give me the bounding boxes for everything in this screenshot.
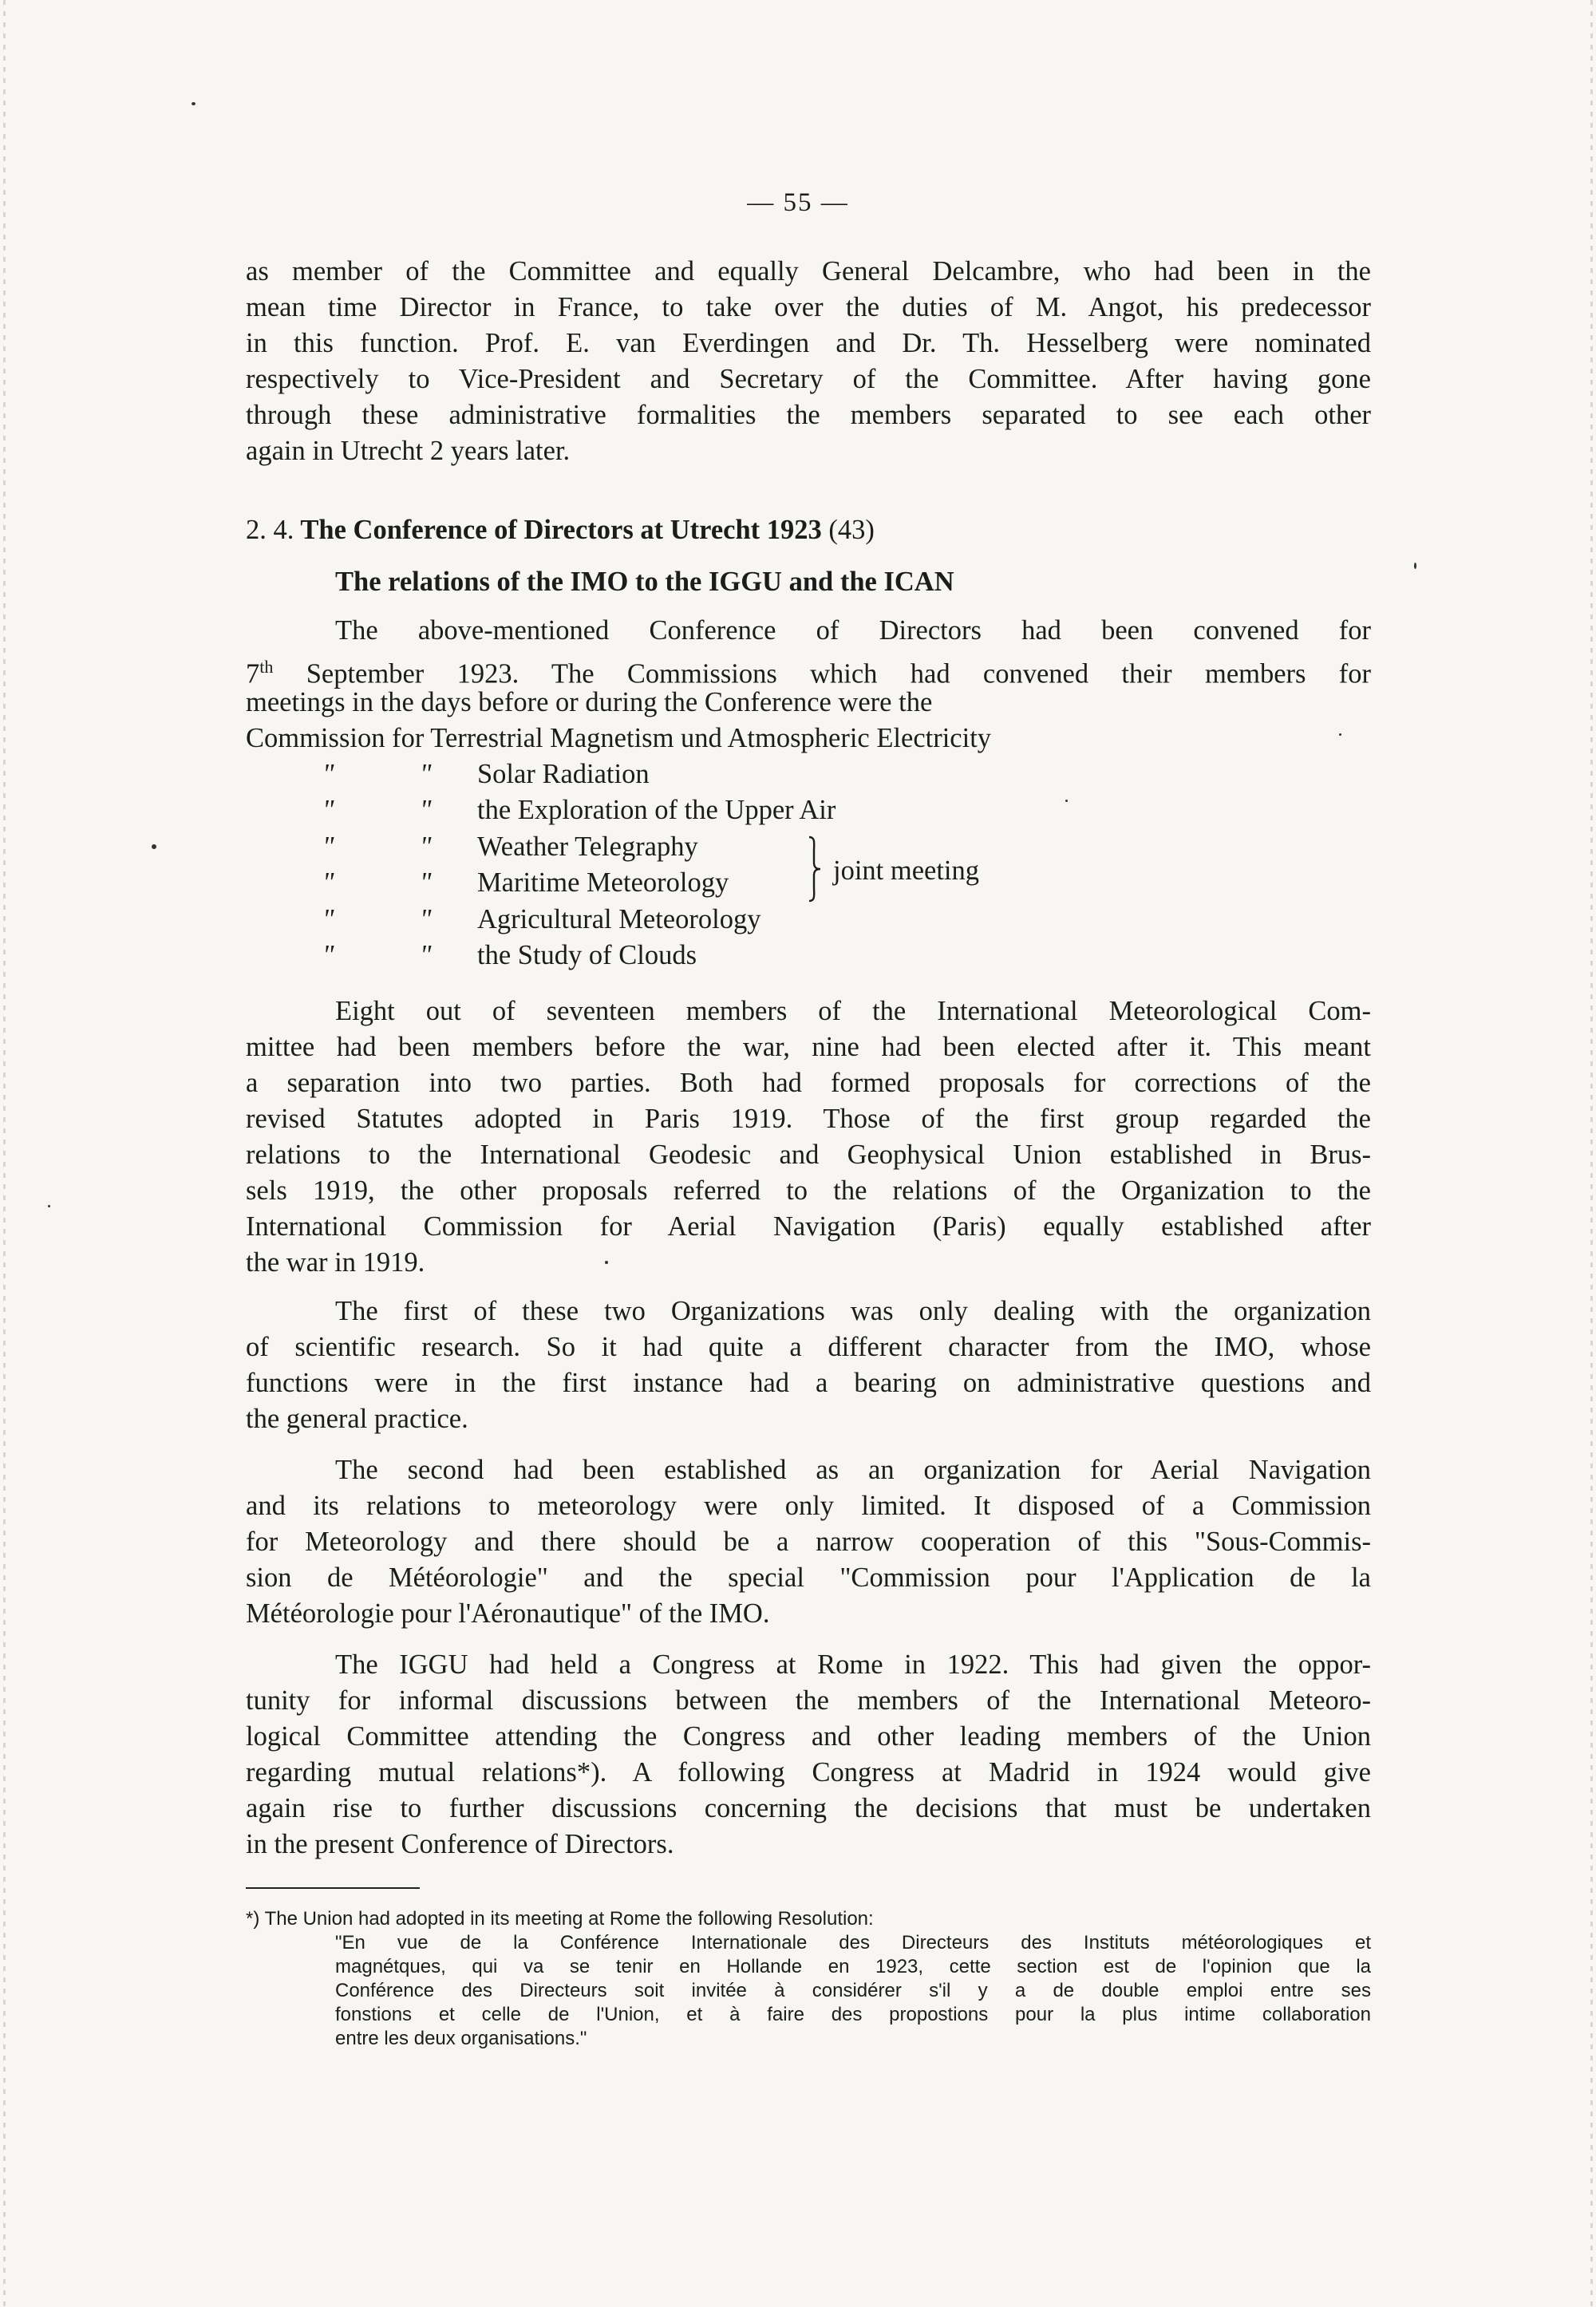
ditto-mark: " — [322, 867, 334, 899]
scan-speck — [1065, 800, 1068, 802]
text-line: again rise to further discussions concerning the decisions that must be undertaken — [246, 1793, 1371, 1823]
paragraph-iggu-congress — [246, 1647, 1371, 1863]
text-line: Météorologie pour l'Aéronautique" of the IMO. — [246, 1598, 770, 1629]
text-line: mittee had been members before the war, nine had been elected after it. This meant — [246, 1032, 1371, 1062]
text-line: for Meteorology and there should be a narrow cooperation of this "Sous-Commis- — [246, 1527, 1371, 1557]
commission-name: Solar Radiation — [477, 759, 650, 789]
footnote-quote-line: "En vue de la Conférence Internationale des Directeurs des Instituts météorologiques et — [335, 1932, 1371, 1953]
scan-edge-left — [3, 0, 6, 2307]
text-line: International Commission for Aerial Navigation (Paris) equally established after — [246, 1211, 1371, 1242]
commission-name: the Exploration of the Upper Air — [477, 795, 836, 826]
intro-paragraph — [246, 254, 1371, 469]
footnote-quote-line: magnétques, qui va se tenir en Hollande en 1923, cette section est de l'opinion que la — [335, 1956, 1371, 1977]
text-line: regarding mutual relations*). A following Congress at Madrid in 1924 would give — [246, 1757, 1371, 1788]
text-line: relations to the International Geodesic and Geophysical Union established in Brus- — [246, 1140, 1371, 1170]
commission-name: Maritime Meteorology — [477, 867, 729, 899]
footnote-quote-line: entre les deux organisations." — [335, 2028, 587, 2049]
convened-paragraph — [246, 613, 1371, 756]
text-line: and its relations to meteorology were only limited. It disposed of a Commission — [246, 1491, 1371, 1521]
text-line: through these administrative formalities the members separated to see each other — [246, 400, 1371, 430]
section-reference: (43) — [828, 515, 875, 545]
paragraph-second-organization — [246, 1452, 1371, 1632]
scan-edge-right — [1590, 0, 1593, 2307]
commission-name: Weather Telegraphy — [477, 831, 698, 862]
text-line: a separation into two parties. Both had formed proposals for corrections of the — [246, 1068, 1371, 1098]
text-line: sels 1919, the other proposals referred to the relations of the Organization to the — [246, 1175, 1371, 1206]
curly-brace-icon — [806, 835, 824, 903]
text-span: September 1923. The Commissions which had convened their members for — [306, 658, 1372, 689]
scan-speck — [48, 1205, 50, 1207]
text-line: functions were in the first instance had a bearing on administrative questions and — [246, 1368, 1371, 1398]
text-line: The IGGU had held a Congress at Rome in 1922. This had given the oppor- — [335, 1649, 1371, 1680]
text-line: The second had been established as an organization for Aerial Navigation — [335, 1455, 1371, 1485]
footnote-divider — [246, 1887, 420, 1889]
scan-speck — [152, 844, 156, 849]
ditto-mark: " — [420, 795, 432, 826]
text-line: of scientific research. So it had quite a different character from the IMO, whose — [246, 1332, 1371, 1362]
scan-speck — [605, 1261, 608, 1264]
text-line — [246, 649, 1372, 689]
footnote-quote-line: fonstions et celle de l'Union, et à faire des propostions pour la plus intime collaboration — [335, 2004, 1371, 2025]
ditto-mark: " — [420, 939, 432, 970]
date-day: 7 — [246, 658, 260, 689]
text-line: meetings in the days before or during the Conference were the — [246, 687, 933, 717]
section-title-line — [246, 512, 1371, 548]
text-line: Eight out of seventeen members of the International Meteorological Com- — [335, 996, 1371, 1026]
footnote-quote-line: Conférence des Directeurs soit invitée à considérer s'il y a de double emploi entre ses — [335, 1980, 1371, 2001]
ditto-mark: " — [420, 867, 432, 899]
page-number: — 55 — — [747, 188, 849, 217]
commission-name: Agricultural Meteorology — [477, 903, 761, 934]
text-line: in this function. Prof. E. van Everdingen and Dr. Th. Hesselberg were nominated — [246, 328, 1371, 358]
section-number: 2. 4. — [246, 515, 294, 545]
text-line: again in Utrecht 2 years later. — [246, 436, 571, 466]
commission-name: the Study of Clouds — [477, 939, 697, 970]
text-line: The first of these two Organizations was only dealing with the organization — [335, 1296, 1371, 1326]
text-line: The above-mentioned Conference of Directors had been convened for — [335, 615, 1371, 646]
text-line: sion de Météorologie" and the special "Commission pour l'Application de la — [246, 1562, 1371, 1593]
ditto-mark: " — [420, 759, 432, 789]
section-subheading — [246, 564, 1371, 600]
date-ordinal: th — [259, 657, 274, 677]
ditto-mark: " — [322, 795, 334, 826]
ditto-mark: " — [322, 759, 334, 789]
text-line: revised Statutes adopted in Paris 1919. Those of the first group regarded the — [246, 1104, 1371, 1134]
paragraph-first-organization — [246, 1294, 1371, 1437]
ditto-mark: " — [420, 831, 432, 862]
text-line: respectively to Vice-President and Secretary of the Committee. After having gone — [246, 364, 1371, 394]
text-line: logical Committee attending the Congress and other leading members of the Union — [246, 1721, 1371, 1752]
text-line: in the present Conference of Directors. — [246, 1829, 674, 1859]
text-line: tunity for informal discussions between the members of the International Meteoro- — [246, 1685, 1371, 1716]
footnote-lead: *) The Union had adopted in its meeting at Rome the following Resolution: — [246, 1908, 874, 1930]
joint-meeting-label: joint meeting — [833, 855, 980, 886]
text-line: mean time Director in France, to take over the duties of M. Angot, his predecessor — [246, 292, 1371, 322]
ditto-mark: " — [322, 939, 334, 970]
section-heading — [246, 512, 1371, 548]
ditto-mark: " — [322, 831, 334, 862]
text-line: the general practice. — [246, 1404, 468, 1434]
scan-speck — [192, 102, 196, 105]
section-subtitle: The relations of the IMO to the IGGU and the ICAN — [335, 567, 954, 597]
text-line: as member of the Committee and equally General Delcambre, who had been in the — [246, 256, 1371, 286]
footnote — [246, 1907, 1371, 2051]
ditto-mark: " — [322, 903, 334, 934]
paragraph-eight-members — [246, 994, 1371, 1281]
scan-speck — [1414, 563, 1416, 569]
text-line: the war in 1919. — [246, 1247, 425, 1278]
section-title: The Conference of Directors at Utrecht 1923 — [300, 515, 822, 545]
scan-speck — [1339, 733, 1341, 736]
ditto-mark: " — [420, 903, 432, 934]
text-line: Commission for Terrestrial Magnetism und Atmospheric Electricity — [246, 723, 992, 753]
